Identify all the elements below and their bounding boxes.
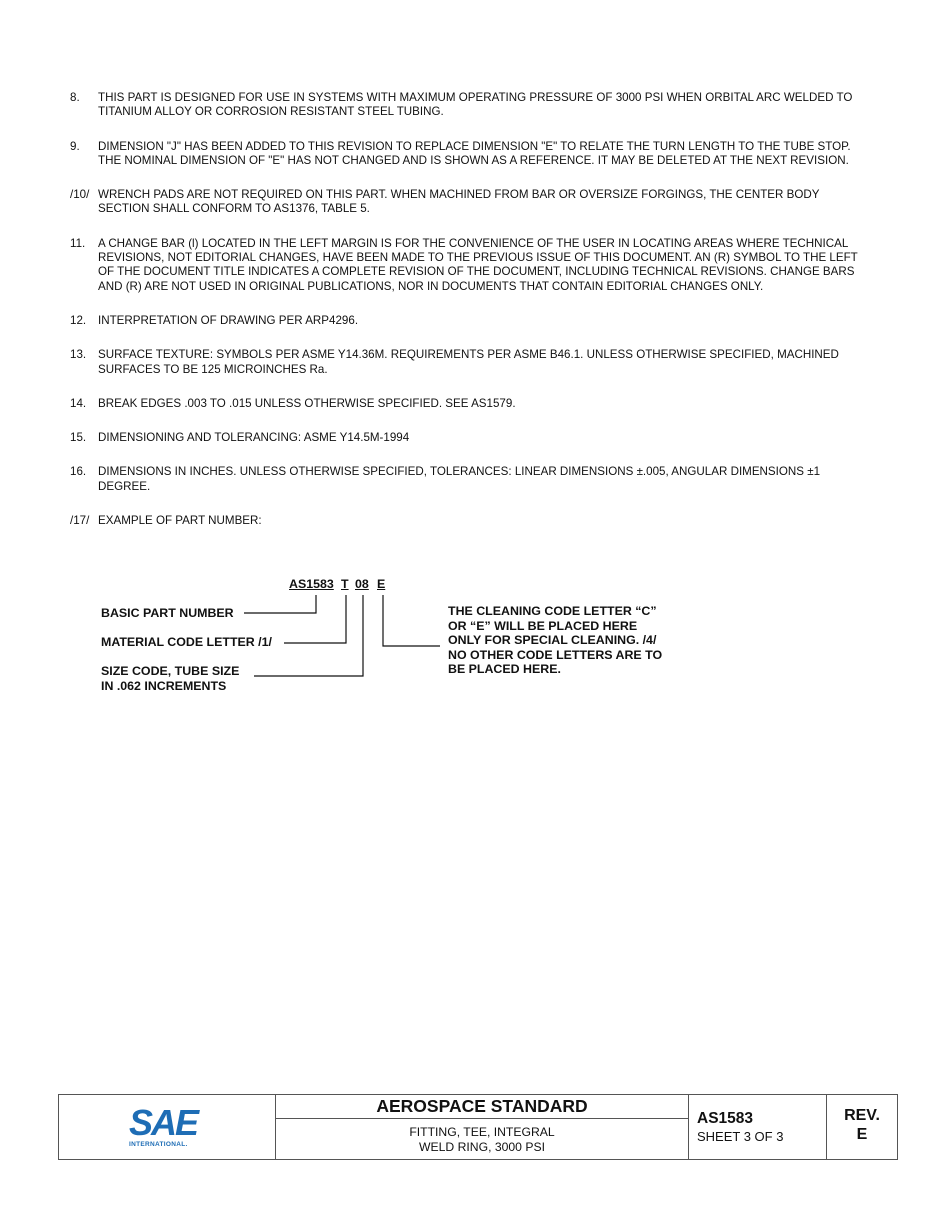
notes-list bbox=[70, 91, 870, 548]
standard-cell bbox=[276, 1095, 689, 1159]
logo-mark: SAE bbox=[129, 1102, 198, 1143]
basic-part-label: BASIC PART NUMBER bbox=[101, 606, 234, 620]
cleaning-note-line: BE PLACED HERE. bbox=[448, 662, 561, 677]
cleaning-note-line: NO OTHER CODE LETTERS ARE TO bbox=[448, 647, 663, 662]
rev-value: E bbox=[856, 1126, 868, 1143]
note-text: BREAK EDGES .003 TO .015 UNLESS OTHERWISE SPECIFIED. SEE AS1579. bbox=[98, 396, 516, 410]
note-number: /10/ bbox=[70, 188, 90, 202]
revision-cell bbox=[827, 1095, 897, 1159]
note-text: WRENCH PADS ARE NOT REQUIRED ON THIS PART. WHEN MACHINED FROM BAR OR OVERSIZE FORGINGS, THE CENTER BODY SECTION SHALL CONFORM TO AS1376, TABLE 5. bbox=[98, 188, 820, 216]
note-12 bbox=[70, 314, 870, 328]
title-line-2: WELD RING, 3000 PSI bbox=[419, 1140, 545, 1154]
note-text: EXAMPLE OF PART NUMBER: bbox=[98, 514, 262, 528]
note-text: THIS PART IS DESIGNED FOR USE IN SYSTEMS WITH MAXIMUM OPERATING PRESSURE OF 3000 PSI WHEN ORBITAL ARC WELDED TO TITANIUM ALLOY OR CORROSION RESISTANT STEEL TUBING. bbox=[98, 91, 853, 119]
basic-leader-line bbox=[244, 595, 316, 613]
logo-sub: INTERNATIONAL. bbox=[129, 1141, 188, 1148]
cleaning-note-line: OR “E” WILL BE PLACED HERE bbox=[448, 618, 638, 633]
cleaning-leader-line bbox=[383, 595, 440, 646]
cleaning-note-line: ONLY FOR SPECIAL CLEANING. /4/ bbox=[448, 633, 657, 648]
material-code-label: MATERIAL CODE LETTER /1/ bbox=[101, 635, 272, 649]
note-number: 13. bbox=[70, 348, 87, 362]
note-number: 8. bbox=[70, 91, 80, 104]
sae-logo bbox=[129, 1102, 199, 1151]
note-number: 9. bbox=[70, 139, 80, 153]
part-number-diagram bbox=[100, 575, 700, 705]
cleaning-code-note bbox=[448, 604, 662, 677]
note-10 bbox=[70, 188, 870, 217]
note-number: /17/ bbox=[70, 514, 90, 528]
document-title bbox=[276, 1119, 688, 1155]
note-16 bbox=[70, 465, 870, 494]
note-text: A CHANGE BAR (l) LOCATED IN THE LEFT MARGIN IS FOR THE CONVENIENCE OF THE USER IN LOCATING AREAS WHERE TECHNICAL REVISIONS, NOT EDITORIAL CHANGES, HAVE BEEN MADE TO THE PREVIOUS ISSUE OF THIS DOCUMENT. AN (R) SYMBOL TO THE LEFT OF THE DOCUMENT TITLE INDICATES A COMPLETE REVISION OF THE DOCUMENT, INCLUDING TECHNICAL REVISIONS. CHANGE BARS AND (R) ARE NOT USED IN ORIGINAL PUBLICATIONS, NOR IN DOCUMENTS THAT CONTAIN EDITORIAL CHANGES ONLY. bbox=[98, 236, 858, 293]
note-14 bbox=[70, 397, 870, 411]
document-number-cell bbox=[689, 1095, 827, 1159]
material-leader-line bbox=[284, 595, 346, 643]
note-11 bbox=[70, 237, 870, 294]
note-text: DIMENSIONING AND TOLERANCING: ASME Y14.5M-1994 bbox=[98, 431, 410, 445]
note-13 bbox=[70, 348, 870, 377]
note-number: 16. bbox=[70, 465, 87, 479]
rev-label: REV. bbox=[844, 1107, 880, 1124]
standard-heading: AEROSPACE STANDARD bbox=[276, 1095, 688, 1119]
note-number: 12. bbox=[70, 313, 87, 327]
note-text: DIMENSION "J" HAS BEEN ADDED TO THIS REVISION TO REPLACE DIMENSION "E" TO RELATE THE TURN LENGTH TO THE TUBE STOP. THE NOMINAL DIMENSION OF "E" HAS NOT CHANGED AND IS SHOWN AS A REFERENCE. IT MAY BE DELETED AT THE NEXT REVISION. bbox=[98, 139, 851, 167]
cleaning-code: E bbox=[377, 577, 386, 591]
logo-cell bbox=[59, 1095, 276, 1159]
note-text: DIMENSIONS IN INCHES. UNLESS OTHERWISE SPECIFIED, TOLERANCES: LINEAR DIMENSIONS ±.005, ANGULAR DIMENSIONS ±1 DEGREE. bbox=[98, 465, 821, 493]
title-block bbox=[58, 1094, 898, 1160]
note-17 bbox=[70, 514, 870, 528]
title-line-1: FITTING, TEE, INTEGRAL bbox=[409, 1125, 555, 1139]
size-code: 08 bbox=[355, 577, 369, 591]
cleaning-note-line: THE CLEANING CODE LETTER “C” bbox=[448, 604, 657, 618]
size-code-label: SIZE CODE, TUBE SIZE bbox=[101, 664, 240, 678]
note-number: 14. bbox=[70, 396, 87, 410]
note-text: INTERPRETATION OF DRAWING PER ARP4296. bbox=[98, 313, 359, 327]
note-number: 15. bbox=[70, 431, 87, 445]
revision-label bbox=[827, 1095, 897, 1144]
note-9 bbox=[70, 140, 870, 169]
material-code: T bbox=[341, 577, 349, 591]
document-number: AS1583 bbox=[697, 1110, 754, 1127]
note-number: 11. bbox=[70, 236, 86, 250]
note-text: SURFACE TEXTURE: SYMBOLS PER ASME Y14.36M. REQUIREMENTS PER ASME B46.1. UNLESS OTHERWISE SPECIFIED, MACHINED SURFACES TO BE 125 MICROINCHES Ra. bbox=[98, 348, 839, 376]
note-15 bbox=[70, 431, 870, 445]
part-base: AS1583 bbox=[289, 577, 334, 591]
sheet-number: SHEET 3 OF 3 bbox=[697, 1129, 784, 1144]
size-code-label-2: IN .062 INCREMENTS bbox=[101, 679, 227, 693]
note-8 bbox=[70, 91, 870, 120]
